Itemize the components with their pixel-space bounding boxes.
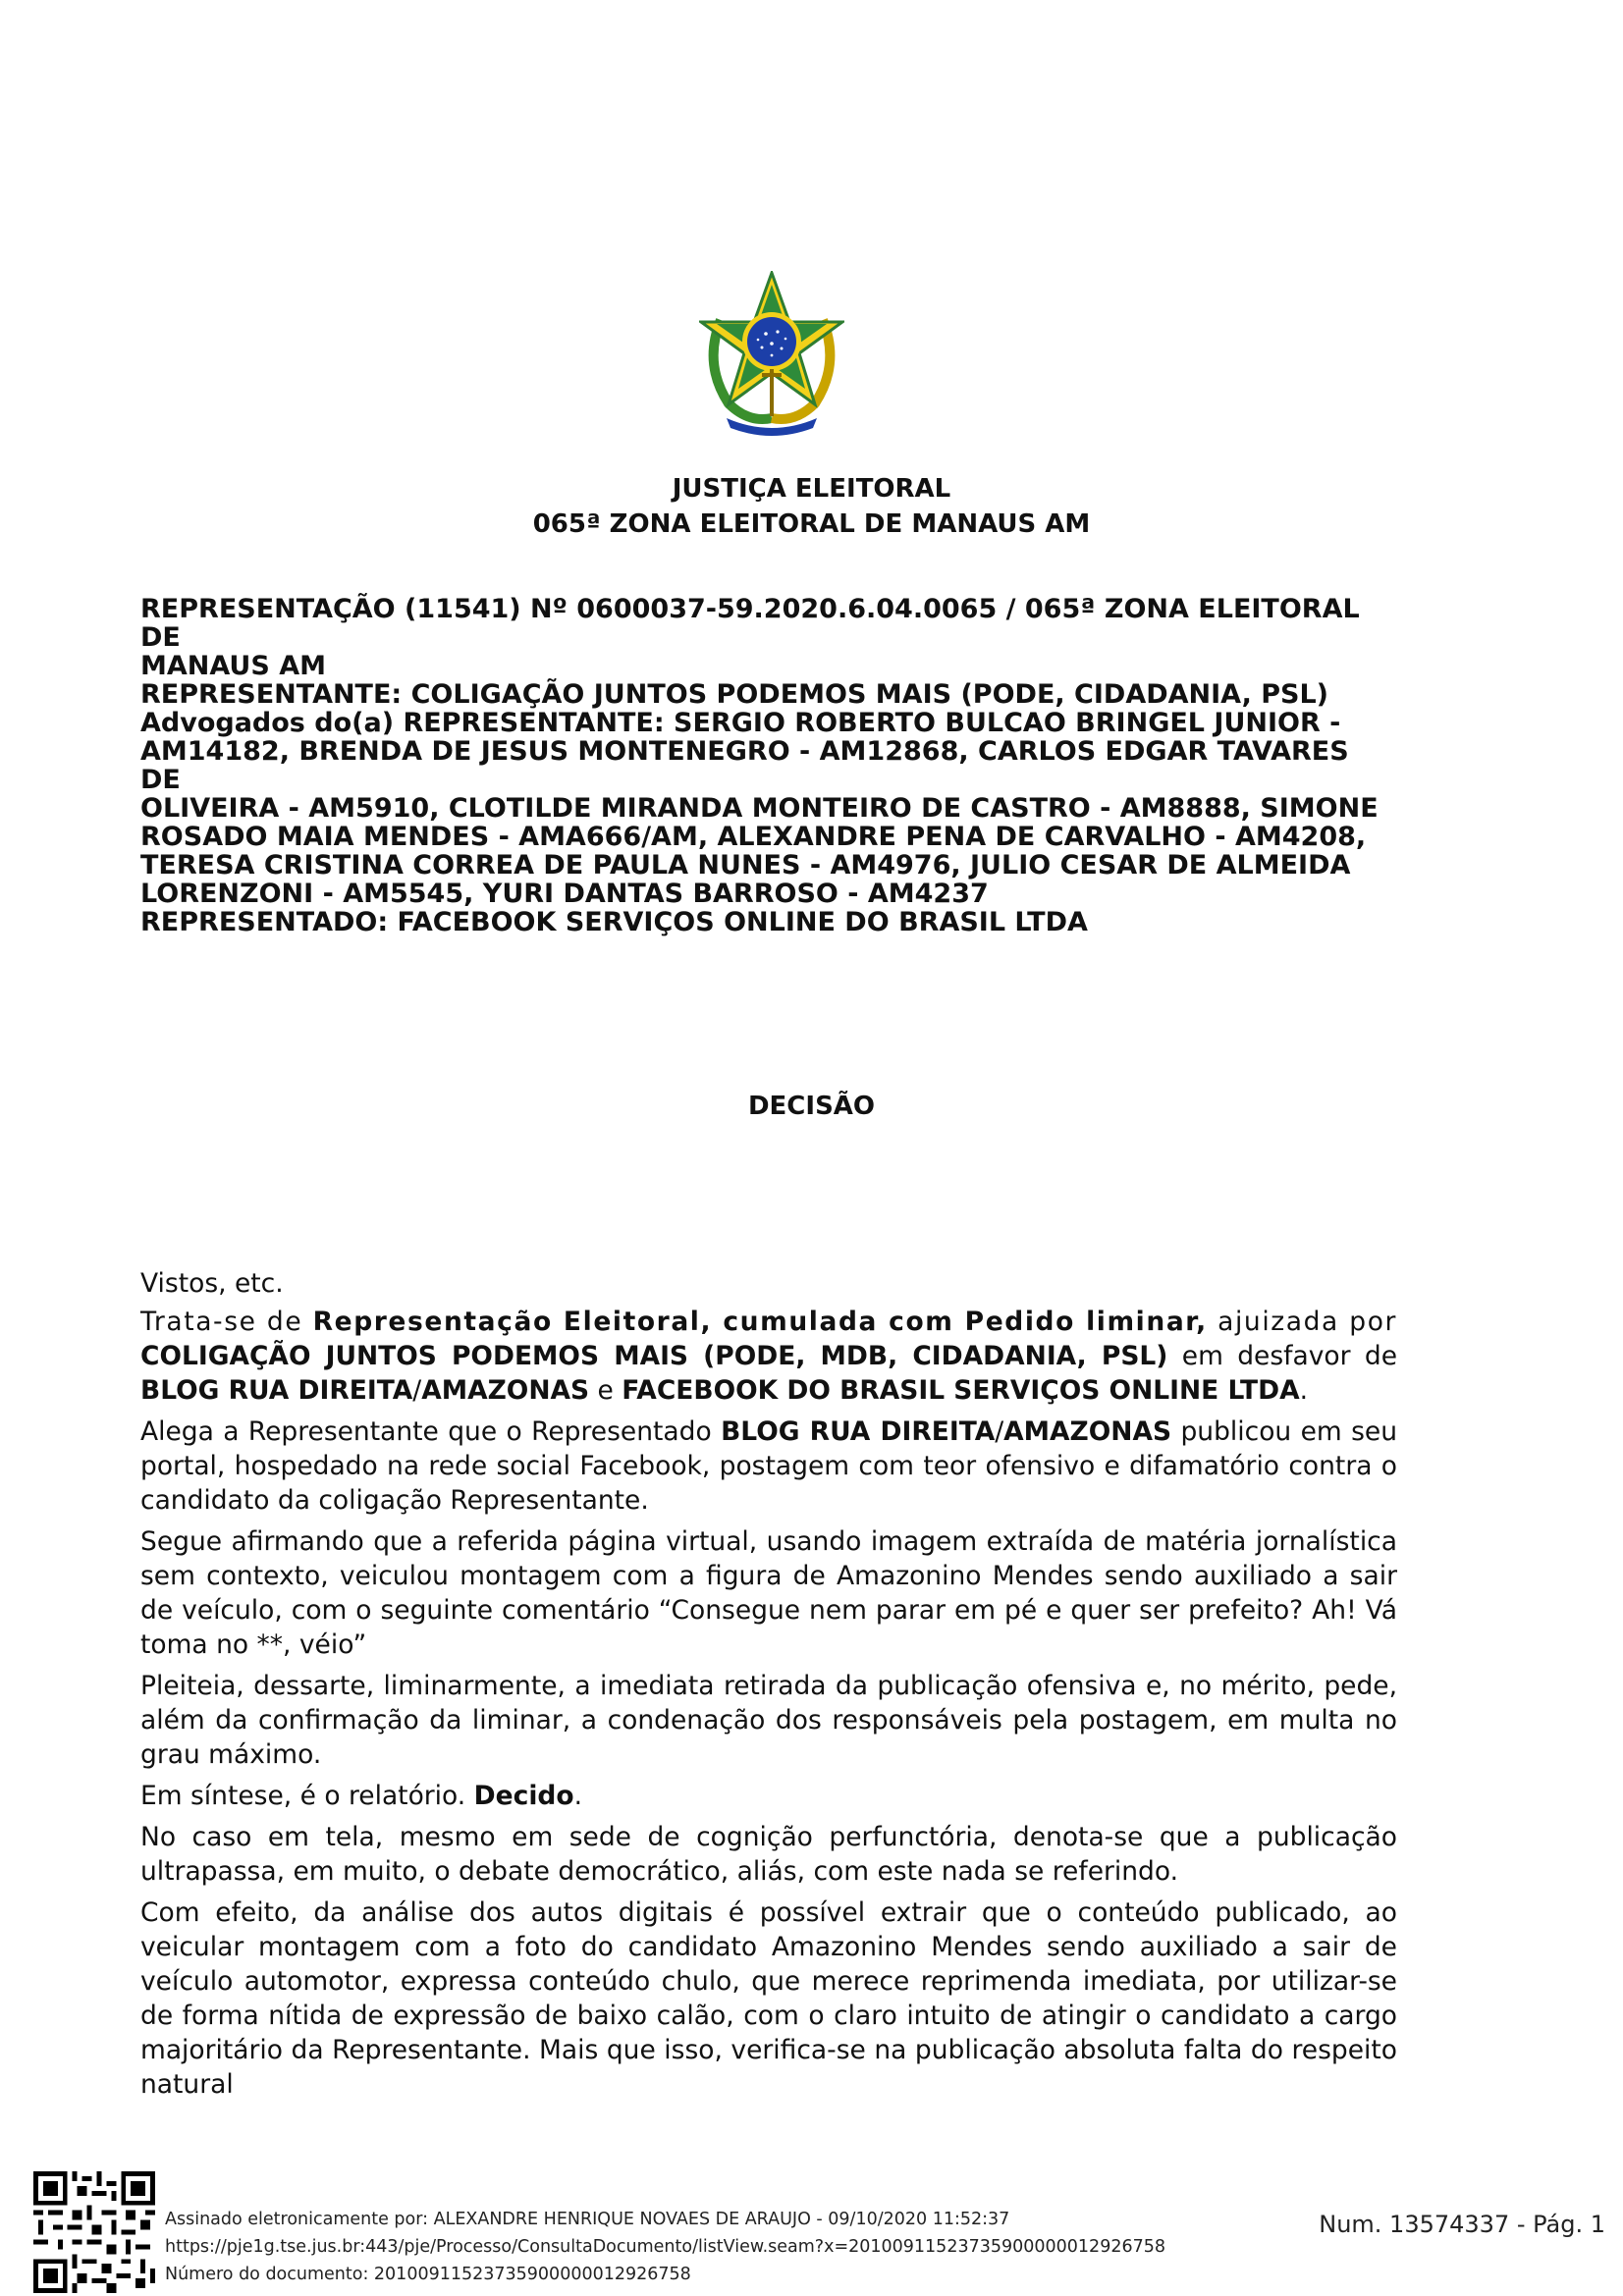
court-name: JUSTIÇA ELEITORAL <box>672 474 951 504</box>
case-header-line: REPRESENTADO: FACEBOOK SERVIÇOS ONLINE DO BRASIL LTDA <box>140 907 1088 937</box>
paragraph: Em síntese, é o relatório. Decido. <box>140 1781 583 1811</box>
brasao-republica-emblem <box>699 271 844 436</box>
case-header-line: OLIVEIRA - AM5910, CLOTILDE MIRANDA MONTEIRO DE CASTRO - AM8888, SIMONE <box>140 793 1379 824</box>
signature-footer <box>165 2206 1165 2288</box>
paragraph: Pleiteia, dessarte, liminarmente, a imediata retirada da publicação ofensiva e, no mérito, pede, além da confirmação da liminar, a condenação dos responsáveis pela postagem, em multa no grau máximo. <box>140 1671 1397 1770</box>
case-header-line: REPRESENTANTE: COLIGAÇÃO JUNTOS PODEMOS MAIS (PODE, CIDADANIA, PSL) <box>140 679 1329 710</box>
case-header-line: AM14182, BRENDA DE JESUS MONTENEGRO - AM12868, CARLOS EDGAR TAVARES DE <box>140 736 1349 795</box>
case-header-line: REPRESENTAÇÃO (11541) Nº 0600037-59.2020.6.04.0065 / 065ª ZONA ELEITORAL DE <box>140 594 1360 653</box>
case-header <box>140 595 1397 936</box>
decision-body <box>140 1266 1397 2109</box>
opening-line: Vistos, etc. <box>140 1268 284 1299</box>
signature-line: Assinado eletronicamente por: ALEXANDRE HENRIQUE NOVAES DE ARAUJO - 09/10/2020 11:52:37 <box>165 2210 1010 2229</box>
decision-title: DECISÃO <box>747 1092 876 1121</box>
document-url[interactable]: https://pje1g.tse.jus.br:443/pje/Processo/ConsultaDocumento/listView.seam?x=20100911523735900000012926758 <box>165 2237 1165 2257</box>
paragraph: Trata-se de Representação Eleitoral, cumulada com Pedido liminar, ajuizada por COLIGAÇÃO JUNTOS PODEMOS MAIS (PODE, MDB, CIDADANIA, PSL) em desfavor de BLOG RUA DIREITA/AMAZONAS e FACEBOOK DO BRASIL SERVIÇOS ONLINE LTDA. <box>140 1307 1398 1406</box>
case-header-line: LORENZONI - AM5545, YURI DANTAS BARROSO - AM4237 <box>140 879 989 909</box>
electoral-zone: 065ª ZONA ELEITORAL DE MANAUS AM <box>532 509 1091 539</box>
qr-code-image[interactable] <box>33 2171 155 2293</box>
paragraph: Com efeito, da análise dos autos digitais é possível extrair que o conteúdo publicado, ao veicular montagem com a foto do candidato Amazonino Mendes sendo auxiliado a sair de veículo automotor, expressa conteúdo chulo, que merece reprimenda imediata, por utilizar-se de forma nítida de expressão de baixo calão, com o claro intuito de atingir o candidato a cargo majoritário da Representante. Mais que isso, verifica-se na publicação absoluta falta do respeito natural <box>140 1897 1397 2100</box>
paragraph: Segue afirmando que a referida página virtual, usando imagem extraída de matéria jornalística sem contexto, veiculou montagem com a figura de Amazonino Mendes sendo auxiliado a sair de veículo, com o seguinte comentário “Consegue nem parar em pé e quer ser prefeito? Ah! Vá toma no **, véio” <box>140 1526 1397 1660</box>
case-header-line: MANAUS AM <box>140 651 326 681</box>
paragraph: No caso em tela, mesmo em sede de cognição perfunctória, denota-se que a publicação ultrapassa, em muito, o debate democrático, aliás, com este nada se referindo. <box>140 1822 1397 1887</box>
case-header-line: Advogados do(a) REPRESENTANTE: SERGIO ROBERTO BULCAO BRINGEL JUNIOR - <box>140 708 1341 738</box>
case-header-line: ROSADO MAIA MENDES - AMA666/AM, ALEXANDRE PENA DE CARVALHO - AM4208, <box>140 822 1367 852</box>
page-number: Num. 13574337 - Pág. 1 <box>1319 2211 1605 2238</box>
case-header-line: TERESA CRISTINA CORREA DE PAULA NUNES - AM4976, JULIO CESAR DE ALMEIDA <box>140 850 1351 881</box>
document-number: Número do documento: 20100911523735900000012926758 <box>165 2265 691 2284</box>
paragraph: Alega a Representante que o Representado BLOG RUA DIREITA/AMAZONAS publicou em seu portal, hospedado na rede social Facebook, postagem com teor ofensivo e difamatório contra o candidato da coligação Representante. <box>140 1416 1397 1516</box>
